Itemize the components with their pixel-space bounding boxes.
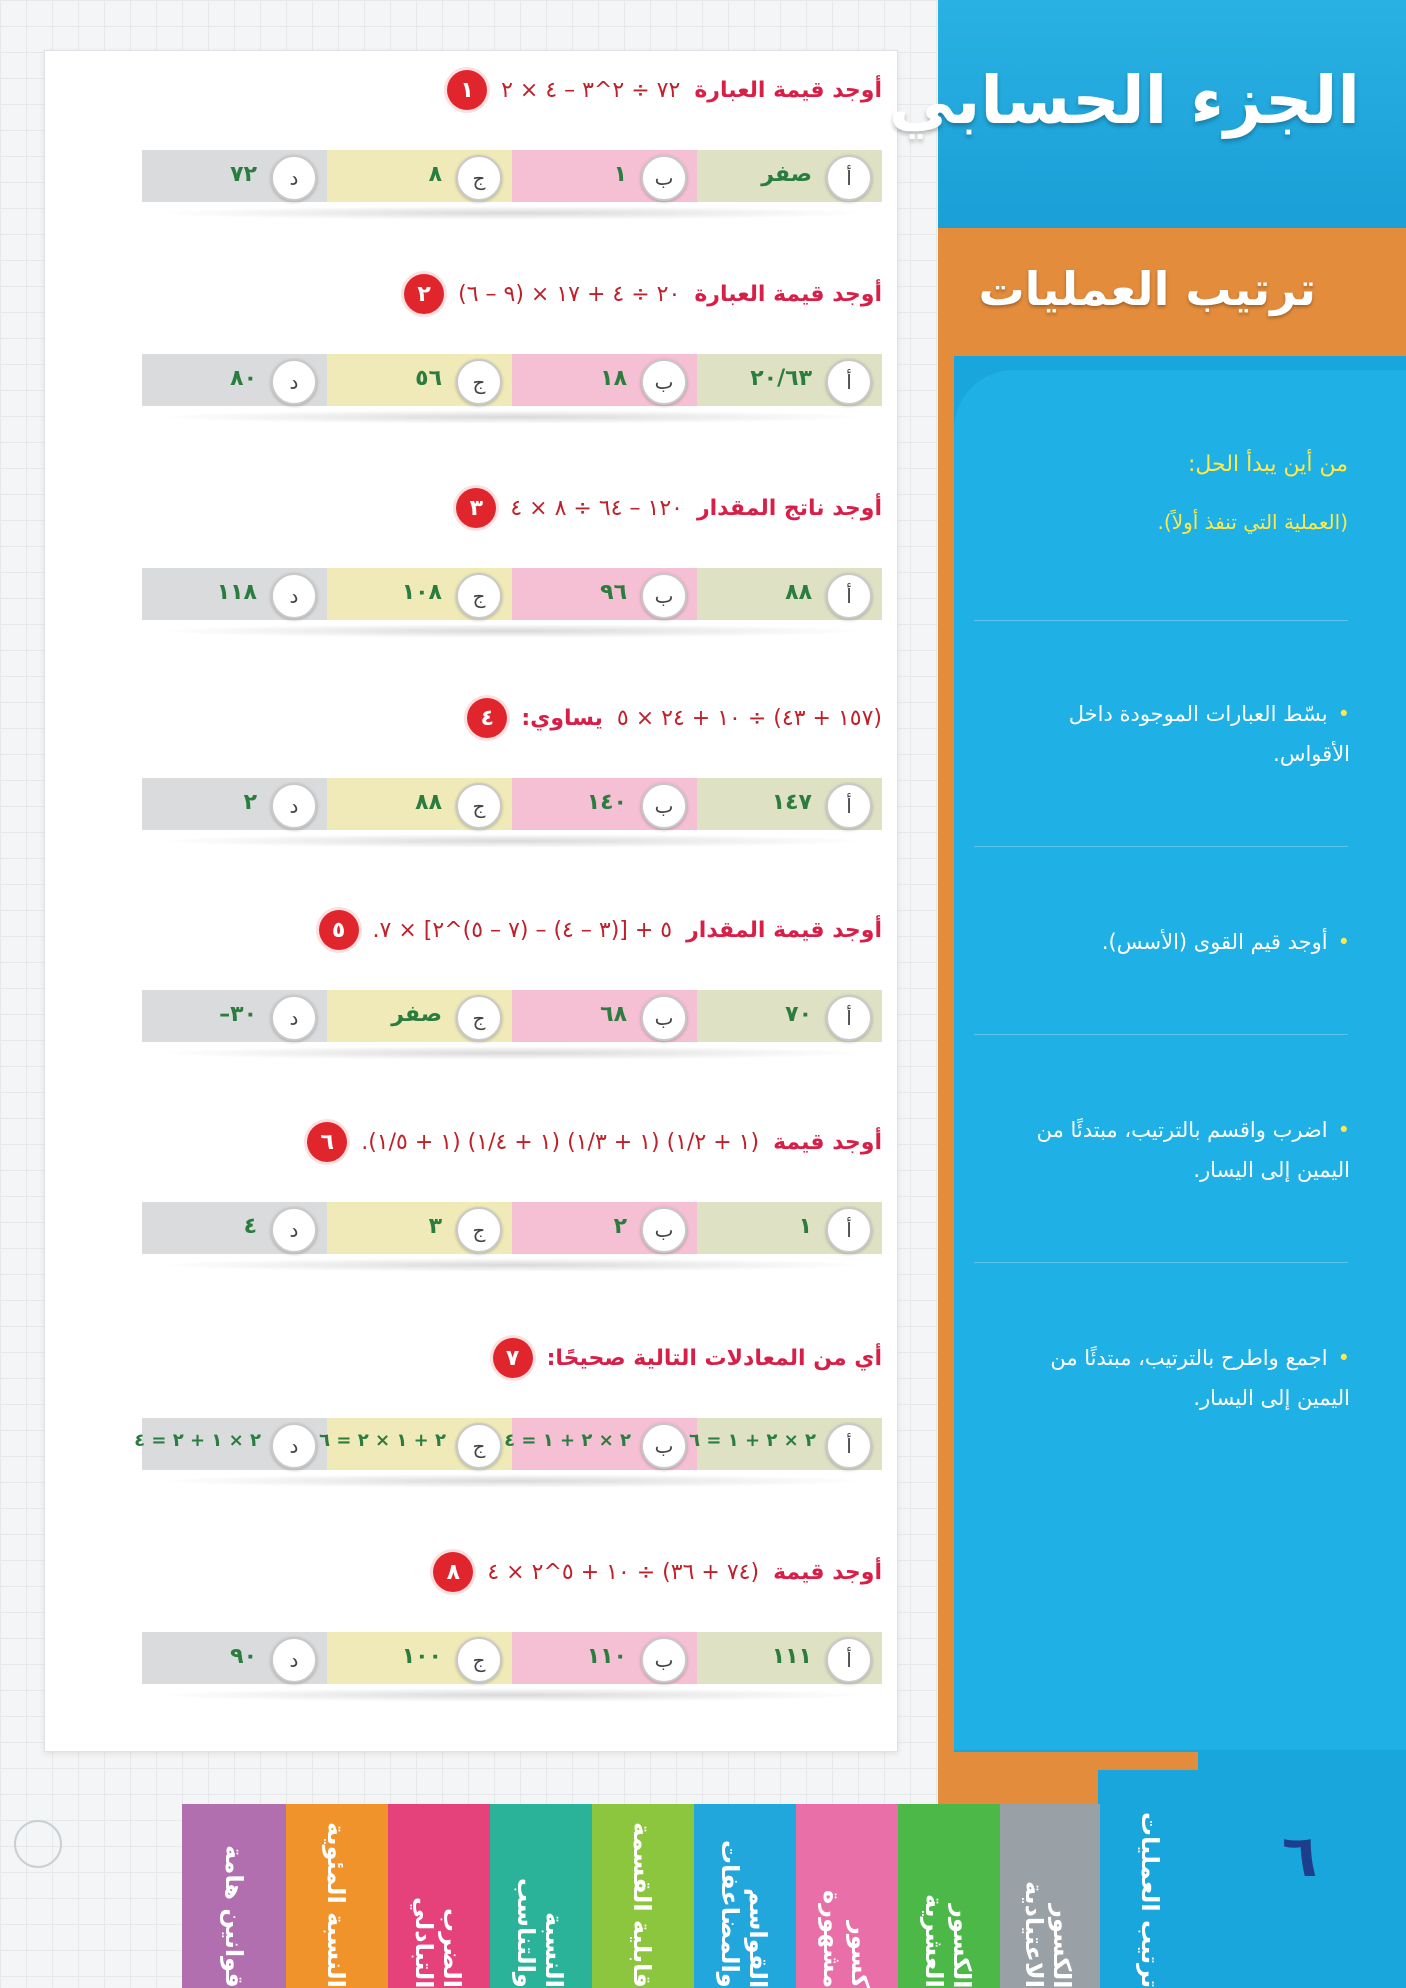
hint-title: من أين يبدأ الحل: [1187,452,1348,477]
question-number: ٢ [404,274,444,314]
question-text: أي من المعادلات التالية صحيحًا: [546,1345,882,1371]
question-5 [60,910,882,1060]
option-d[interactable]: د ٧٢ [142,150,327,202]
question-text: (١٥٧ + ٤٣) ÷ ١٠ + ٢٤ × ٥يساوي: [521,705,882,731]
option-c[interactable]: ج ٣ [327,1202,512,1254]
question-number: ٧ [493,1338,533,1378]
page-number: ٦ [1282,1822,1318,1890]
question-number: ٨ [433,1552,473,1592]
step-1: •بسّط العبارات الموجودة داخل الأقواس. [1068,702,1350,766]
tab-common-fractions[interactable]: الكسور الاعتيادية [996,1804,1100,1988]
option-c[interactable]: ج صفر [327,990,512,1042]
tab-factors-multiples[interactable]: القواسم والمضاعفات [692,1804,796,1988]
question-text: أوجد قيمة(١ + ١/٢) (١ + ١/٣) (١ + ١/٤) (١ + ١/٥). [361,1129,882,1155]
question-7 [60,1338,882,1488]
option-b[interactable]: ب ١٤٠ [512,778,697,830]
option-b[interactable]: ب ١ [512,150,697,202]
option-a[interactable]: أ ١ [697,1202,882,1254]
question-text: أوجد قيمة المقدار٥ + [(٣ – ٤) – (٧ – ٥)^٢] × ٧. [372,917,882,943]
options-row [142,778,882,830]
question-number: ٣ [456,488,496,528]
question-1 [60,70,882,220]
option-a[interactable]: أ ٢ × ٢ + ١ = ٦ [697,1418,882,1470]
option-b[interactable]: ب ٢ × ٢ + ١ = ٤ [512,1418,697,1470]
option-b[interactable]: ب ١١٠ [512,1632,697,1684]
option-c[interactable]: ج ٢ + ١ × ٢ = ٦ [327,1418,512,1470]
question-number: ٥ [319,910,359,950]
option-a[interactable]: أ ١٤٧ [697,778,882,830]
hint-subtitle: (العملية التي تنفذ أولاً). [1157,510,1348,534]
step-2: •أوجد قيم القوى (الأسس). [1101,930,1350,954]
options-row [142,990,882,1042]
tab-divisibility[interactable]: قابلية القسمة [590,1804,694,1988]
question-number: ١ [447,70,487,110]
divider [974,620,1348,621]
option-d[interactable]: د ٢ × ١ + ٢ = ٤ [142,1418,327,1470]
tab-order-of-operations[interactable]: ترتيب العمليات [1098,1770,1202,1988]
option-d[interactable]: د ١١٨ [142,568,327,620]
step-4: •اجمع واطرح بالترتيب، مبتدئًا من اليمين إلى اليسار. [1050,1346,1350,1410]
question-text: أوجد قيمة(٧٤ + ٣٦) ÷ ١٠ + ٥^٢ × ٤ [487,1559,882,1585]
option-c[interactable]: ج ١٠٠ [327,1632,512,1684]
tab-percentage[interactable]: النسبة المئوية [284,1804,388,1988]
tab-famous-fractions[interactable]: كسور مشهورة [794,1804,898,1988]
tips-box [954,370,1406,1750]
tab-cross-multiplication[interactable]: الضرب التبادلي [386,1804,490,1988]
option-b[interactable]: ب ٩٦ [512,568,697,620]
orange-side-strip [938,356,954,1756]
option-d[interactable]: د ٢ [142,778,327,830]
option-b[interactable]: ب ٦٨ [512,990,697,1042]
options-row [134,1418,882,1470]
question-6 [60,1122,882,1272]
question-4 [60,698,882,848]
option-d[interactable]: د ٤ [142,1202,327,1254]
question-text: أوجد ناتج المقدار١٢٠ – ٦٤ ÷ ٨ × ٤ [510,495,882,521]
question-text: أوجد قيمة العبارة٢٠ ÷ ٤ + ١٧ × (٩ – ٦) [458,281,882,307]
options-row [142,1202,882,1254]
divider [974,846,1348,847]
option-a[interactable]: أ ٨٨ [697,568,882,620]
option-c[interactable]: ج ٨ [327,150,512,202]
question-text: أوجد قيمة العبارة٧٢ ÷ ٢^٣ – ٤ × ٢ [501,77,882,103]
option-a[interactable]: أ ٢٠/٦٣ [697,354,882,406]
divider [974,1034,1348,1035]
lightbulb-icon [14,1820,62,1868]
option-b[interactable]: ب ٢ [512,1202,697,1254]
option-c[interactable]: ج ٨٨ [327,778,512,830]
options-row [142,568,882,620]
option-c[interactable]: ج ٥٦ [327,354,512,406]
section-subtitle: ترتيب العمليات [978,262,1316,316]
option-a[interactable]: أ ١١١ [697,1632,882,1684]
tab-ratio-proportion[interactable]: النسبة والتناسب [488,1804,592,1988]
option-a[interactable]: أ صفر [697,150,882,202]
divider [974,1262,1348,1263]
option-d[interactable]: د –٣٠ [142,990,327,1042]
option-c[interactable]: ج ١٠٨ [327,568,512,620]
options-row [142,354,882,406]
question-number: ٦ [307,1122,347,1162]
option-d[interactable]: د ٨٠ [142,354,327,406]
options-row [142,150,882,202]
option-a[interactable]: أ ٧٠ [697,990,882,1042]
tab-decimal-fractions[interactable]: الكسور العشرية [896,1804,1000,1988]
question-number: ٤ [467,698,507,738]
section-title: الجزء الحسابي [888,62,1360,139]
step-3: •اضرب واقسم بالترتيب، مبتدئًا من اليمين إلى اليسار. [1036,1118,1350,1182]
options-row [142,1632,882,1684]
option-b[interactable]: ب ١٨ [512,354,697,406]
question-3 [60,488,882,638]
tab-important-rules[interactable]: قوانين هامة [182,1804,286,1988]
option-d[interactable]: د ٩٠ [142,1632,327,1684]
question-8 [60,1552,882,1702]
question-2 [60,274,882,424]
